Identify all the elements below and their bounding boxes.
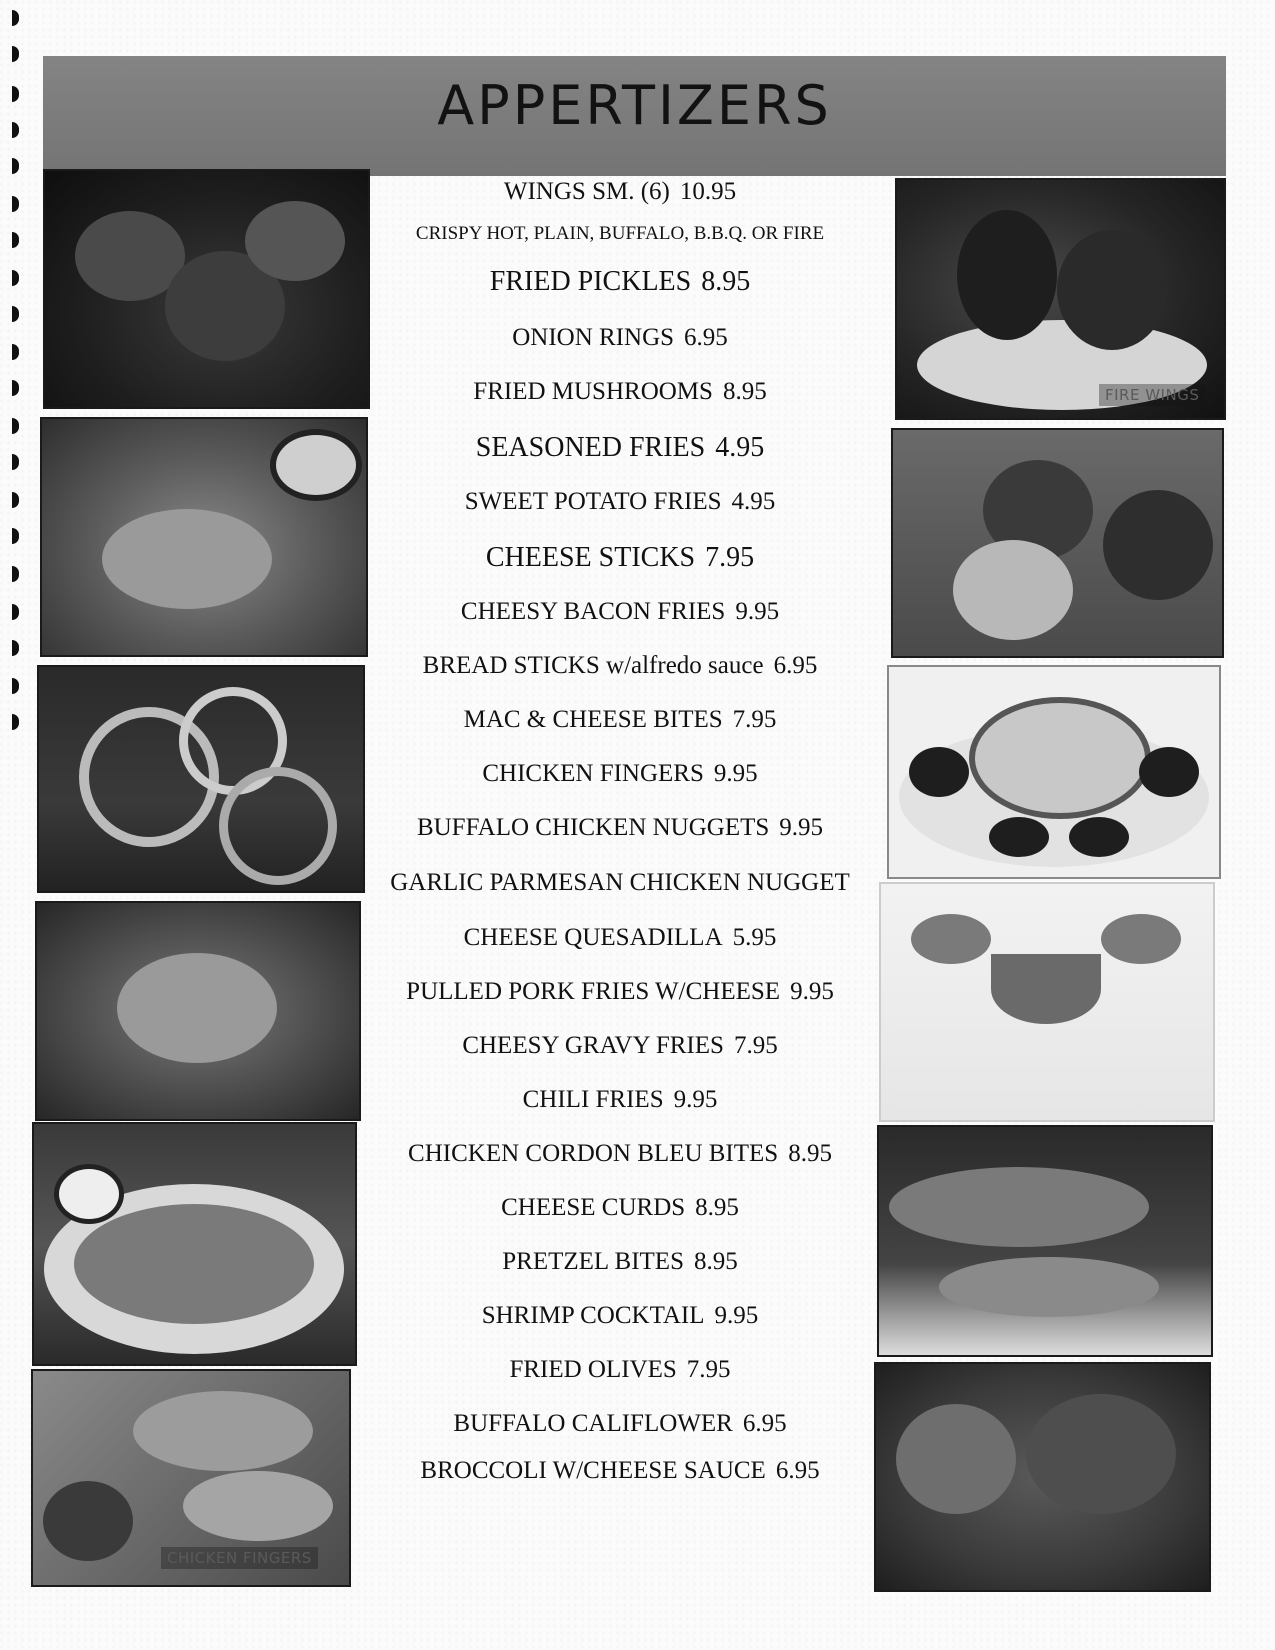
photo-chicken-fingers <box>31 1369 351 1587</box>
binding-holes <box>12 0 24 760</box>
menu-item <box>365 1194 875 1222</box>
menu-item-price: 6.95 <box>742 1410 787 1437</box>
menu-item <box>365 1302 875 1330</box>
menu-item-price: 8.95 <box>693 1248 738 1275</box>
menu-item <box>365 432 875 464</box>
menu-item-name: BREAD STICKS w/alfredo sauce <box>422 652 764 679</box>
menu-item-price: 7.95 <box>705 542 755 573</box>
photo-pretzel-bites <box>887 665 1221 879</box>
menu-item-price: 4.95 <box>715 432 765 463</box>
menu-item <box>365 1356 875 1384</box>
menu-item-name: BROCCOLI W/CHEESE SAUCE <box>420 1457 766 1484</box>
photo-shrimp-cocktail <box>879 882 1215 1122</box>
menu-item-price: 8.95 <box>695 1194 739 1221</box>
menu-item-price: 7.95 <box>732 706 777 733</box>
menu-item <box>365 706 875 734</box>
menu-item-name: ONION RINGS <box>512 324 675 351</box>
menu-item-name: CHEESY GRAVY FRIES <box>462 1032 724 1059</box>
photo-caption-chicken-fingers: CHICKEN FINGERS <box>161 1547 318 1569</box>
menu-item-price: 5.95 <box>732 924 777 951</box>
menu-item-price: 6.95 <box>773 652 818 679</box>
menu-item-name: GARLIC PARMESAN CHICKEN NUGGET <box>390 869 850 896</box>
menu-item-name: MAC & CHEESE BITES <box>463 706 723 733</box>
menu-item-name: CHEESY BACON FRIES <box>460 598 726 625</box>
menu-item-price: 9.95 <box>714 1302 759 1329</box>
menu-item <box>365 1410 875 1438</box>
menu-item-name: CRISPY HOT, PLAIN, BUFFALO, B.B.Q. OR FIRE <box>415 223 825 244</box>
menu-item-name: FRIED OLIVES <box>509 1356 677 1383</box>
menu-item <box>365 1140 875 1168</box>
menu-item-name: CHILI FRIES <box>522 1086 664 1113</box>
menu-item-name: SHRIMP COCKTAIL <box>481 1302 705 1329</box>
menu-item-price: 9.95 <box>735 598 780 625</box>
menu-item-price: 10.95 <box>679 178 737 205</box>
menu-item-name: PULLED PORK FRIES W/CHEESE <box>406 978 781 1005</box>
menu-item <box>365 1086 875 1114</box>
menu-item <box>365 978 875 1006</box>
menu-item-price: 9.95 <box>713 760 758 787</box>
menu-item-price: 4.95 <box>731 488 776 515</box>
menu-item <box>365 178 875 206</box>
menu-item <box>365 378 875 406</box>
menu-item-name: FRIED PICKLES <box>489 266 692 297</box>
menu-item <box>365 924 875 952</box>
menu-item-price: 8.95 <box>722 378 767 405</box>
menu-item-name: CHEESE STICKS <box>485 542 696 573</box>
menu-item-name: SEASONED FRIES <box>475 432 706 463</box>
menu-item-name: CHEESE CURDS <box>501 1194 686 1221</box>
menu-item-name: PRETZEL BITES <box>502 1248 684 1275</box>
menu-item <box>365 760 875 788</box>
menu-item <box>365 324 875 352</box>
menu-item <box>365 652 875 680</box>
menu-item-price: 8.95 <box>788 1140 832 1167</box>
menu-item-price: 7.95 <box>686 1356 731 1383</box>
menu-item-price: 9.95 <box>790 978 834 1005</box>
menu-item <box>365 266 875 298</box>
photo-onion-rings <box>37 665 365 893</box>
photo-cheese-fries <box>35 901 361 1121</box>
menu-item <box>365 1248 875 1276</box>
photo-wings <box>43 169 370 409</box>
photo-cheesy-bacon-fries <box>40 417 368 657</box>
menu-item <box>365 488 875 516</box>
menu-item-price: 9.95 <box>779 814 824 841</box>
photo-caption-fire-wings: FIRE WINGS <box>1099 384 1205 406</box>
menu-item <box>365 1457 875 1485</box>
menu-item-name: CHICKEN FINGERS <box>482 760 704 787</box>
menu-item-name: BUFFALO CALIFLOWER <box>453 1410 733 1437</box>
menu-item-name: WINGS SM. (6) <box>503 178 670 205</box>
menu-item <box>365 814 875 842</box>
menu-item <box>365 869 875 897</box>
menu-item-options <box>365 223 875 245</box>
photo-cheese-sticks <box>877 1125 1213 1357</box>
photo-mac-cheese-bites <box>891 428 1224 658</box>
menu-item <box>365 598 875 626</box>
menu-item-name: BUFFALO CHICKEN NUGGETS <box>416 814 770 841</box>
menu-item-price: 6.95 <box>684 324 728 351</box>
menu-item-price: 8.95 <box>701 266 751 297</box>
menu-item-name: CHEESE QUESADILLA <box>463 924 723 951</box>
page-title: APPERTIZERS <box>437 74 832 137</box>
photo-fire-wings <box>895 178 1226 420</box>
photo-fries-platter <box>32 1122 357 1366</box>
menu-item <box>365 1032 875 1060</box>
menu-item-name: FRIED MUSHROOMS <box>473 378 713 405</box>
menu-item-name: SWEET POTATO FRIES <box>464 488 722 515</box>
menu-item <box>365 542 875 574</box>
menu-item-price: 7.95 <box>733 1032 778 1059</box>
photo-buffalo-cauliflower <box>874 1362 1211 1592</box>
header-band <box>43 56 1226 176</box>
menu-item-price: 9.95 <box>673 1086 718 1113</box>
menu-item-price: 6.95 <box>775 1457 820 1484</box>
menu-item-name: CHICKEN CORDON BLEU BITES <box>408 1140 779 1167</box>
